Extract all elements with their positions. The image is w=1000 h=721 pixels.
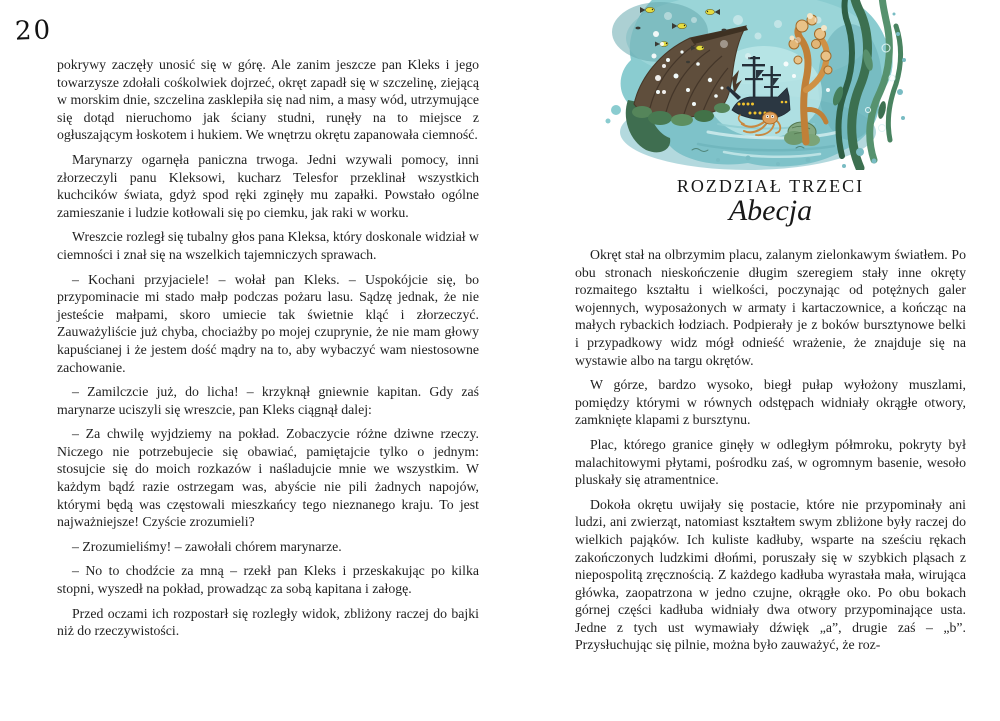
paragraph: Plac, którego granice ginęły w odległym półmroku, pokryty był malachitowymi płytami, pośrodku zaś, w ogromnym basenie, wesoło pluskały się atramentnice. — [575, 436, 966, 488]
chapter-title: Abecja — [728, 194, 813, 227]
underwater-shipwreck-illustration — [598, 0, 910, 170]
right-page-text-column — [575, 246, 966, 661]
paragraph: W górze, bardzo wysoko, biegł pułap wyłożony muszlami, pomiędzy którymi w równych odstępach widniały okrągłe otwory, zamknięte klapami z bursztynu. — [575, 377, 966, 428]
paragraph: – Zamilczcie już, do licha! – krzyknął gniewnie kapitan. Gdy zaś marynarze uciszyli się wreszcie, pan Kleks ciągnął dalej: — [57, 384, 479, 417]
paragraph: Przed oczami ich rozpostarł się rozległy widok, zbliżony raczej do bajki niż do rzeczywistości. — [57, 605, 479, 639]
paragraph: Wreszcie rozległ się tubalny głos pana Kleksa, który doskonale widział w ciemności i znał się na wszelkich tajemniczych sprawach. — [57, 229, 479, 262]
page-number: 20 — [14, 15, 53, 47]
paragraph: Marynarzy ogarnęła paniczna trwoga. Jedni wzywali pomocy, inni złorzeczyli panu Kleksowi, kucharz Telesfor przeklinał wszystkich kuchcików świata, gdyż spod ręki zginęły mu zapałki. Powstało ogólne zamieszanie i ludzie kotłowali się po ciemku, jak raki w worku. — [57, 151, 479, 220]
paragraph: pokrywy zaczęły unosić się w górę. Ale zanim jeszcze pan Kleks i jego towarzysze zdołali cośkolwiek dojrzeć, okręt zapadł się w szczelinę, ziejącą w morskim dnie, szczelina zasklepiła się nad nim, a masy wód, utrzymujące się dotąd nieruchomo jak ściany studni, runęły na to miejsce z ogłuszającym łoskotem i hukiem. We wnętrzu okrętu zapanowała ciemność. — [57, 57, 479, 143]
paragraph: – Kochani przyjaciele! – wołał pan Kleks. – Uspokójcie się, bo przypominacie mi stado małp podczas pożaru lasu. Sądzę jednak, że nie jesteście małpami, skoro umiecie tak świetnie kląć i złorzeczyć. Zauważyliście już chyba, chociażby po mojej czuprynie, że nie mam głowy kapuścianej i że jestem dość mądry na to, aby wybaczyć wam niestosowne zachowanie. — [57, 271, 479, 375]
paragraph: Okręt stał na olbrzymim placu, zalanym zielonkawym światłem. Po obu stronach nieskończenie długim szeregiem stały inne okręty rozmaitego kształtu i wielkości, poczynając od potężnych galer wojennych, wyposażonych w armaty i kartaczownice, a kończąc na małych rybackich łodziach. Podpierały je z boków bursztynowe belki i przypadkowy widz mógł odnieść wrażenie, że znajduje się na wystawie albo na targu okrętów. — [575, 247, 966, 368]
left-page-text-column — [57, 56, 479, 647]
chapter-label: ROZDZIAŁ TRZECI — [676, 176, 865, 196]
paragraph: Dokoła okrętu uwijały się postacie, które nie przypominały ani ludzi, ani zwierząt, natomiast kształtem swym zbliżone były raczej do wielkich pająków. Ich kuliste kadłuby, wsparte na sześciu rękach zakończonych ludzkimi dłońmi, poruszały się w szybkich pląsach z niepospolitą zręcznością. Z każdego kadłuba wyrastała mała, wirująca główka, zaopatrzona w jedno czujne, okrągłe oko. Po obu bokach górnej części kadłuba widniały dwa otwory przypominające usta. Jedne z tych ust wymawiały dźwięk „a”, drugie zaś – „b”. Przysłuchując się pilnie, można było zauważyć, że roz- — [575, 496, 966, 653]
paragraph: – No to chodźcie za mną – rzekł pan Kleks i przeskakując po kilka stopni, wyszedł na pokład, prowadząc za sobą kapitana i załogę. — [57, 563, 479, 597]
paragraph: – Zrozumieliśmy! – zawołali chórem marynarze. — [72, 538, 342, 554]
paragraph: – Za chwilę wyjdziemy na pokład. Zobaczycie różne dziwne rzeczy. Niczego nie potrzebujecie się obawiać, pamiętajcie tylko o jednym: stosujcie się do moich rozkazów i naśladujcie mnie we wszystkim. W każdym bądź razie ostrzegam was, abyście nie pili żadnych napojów, którymi będą was częstowali mieszkańcy tego nieznanego kraju. To jest najważniejsze! Czyście zrozumieli? — [57, 426, 479, 530]
